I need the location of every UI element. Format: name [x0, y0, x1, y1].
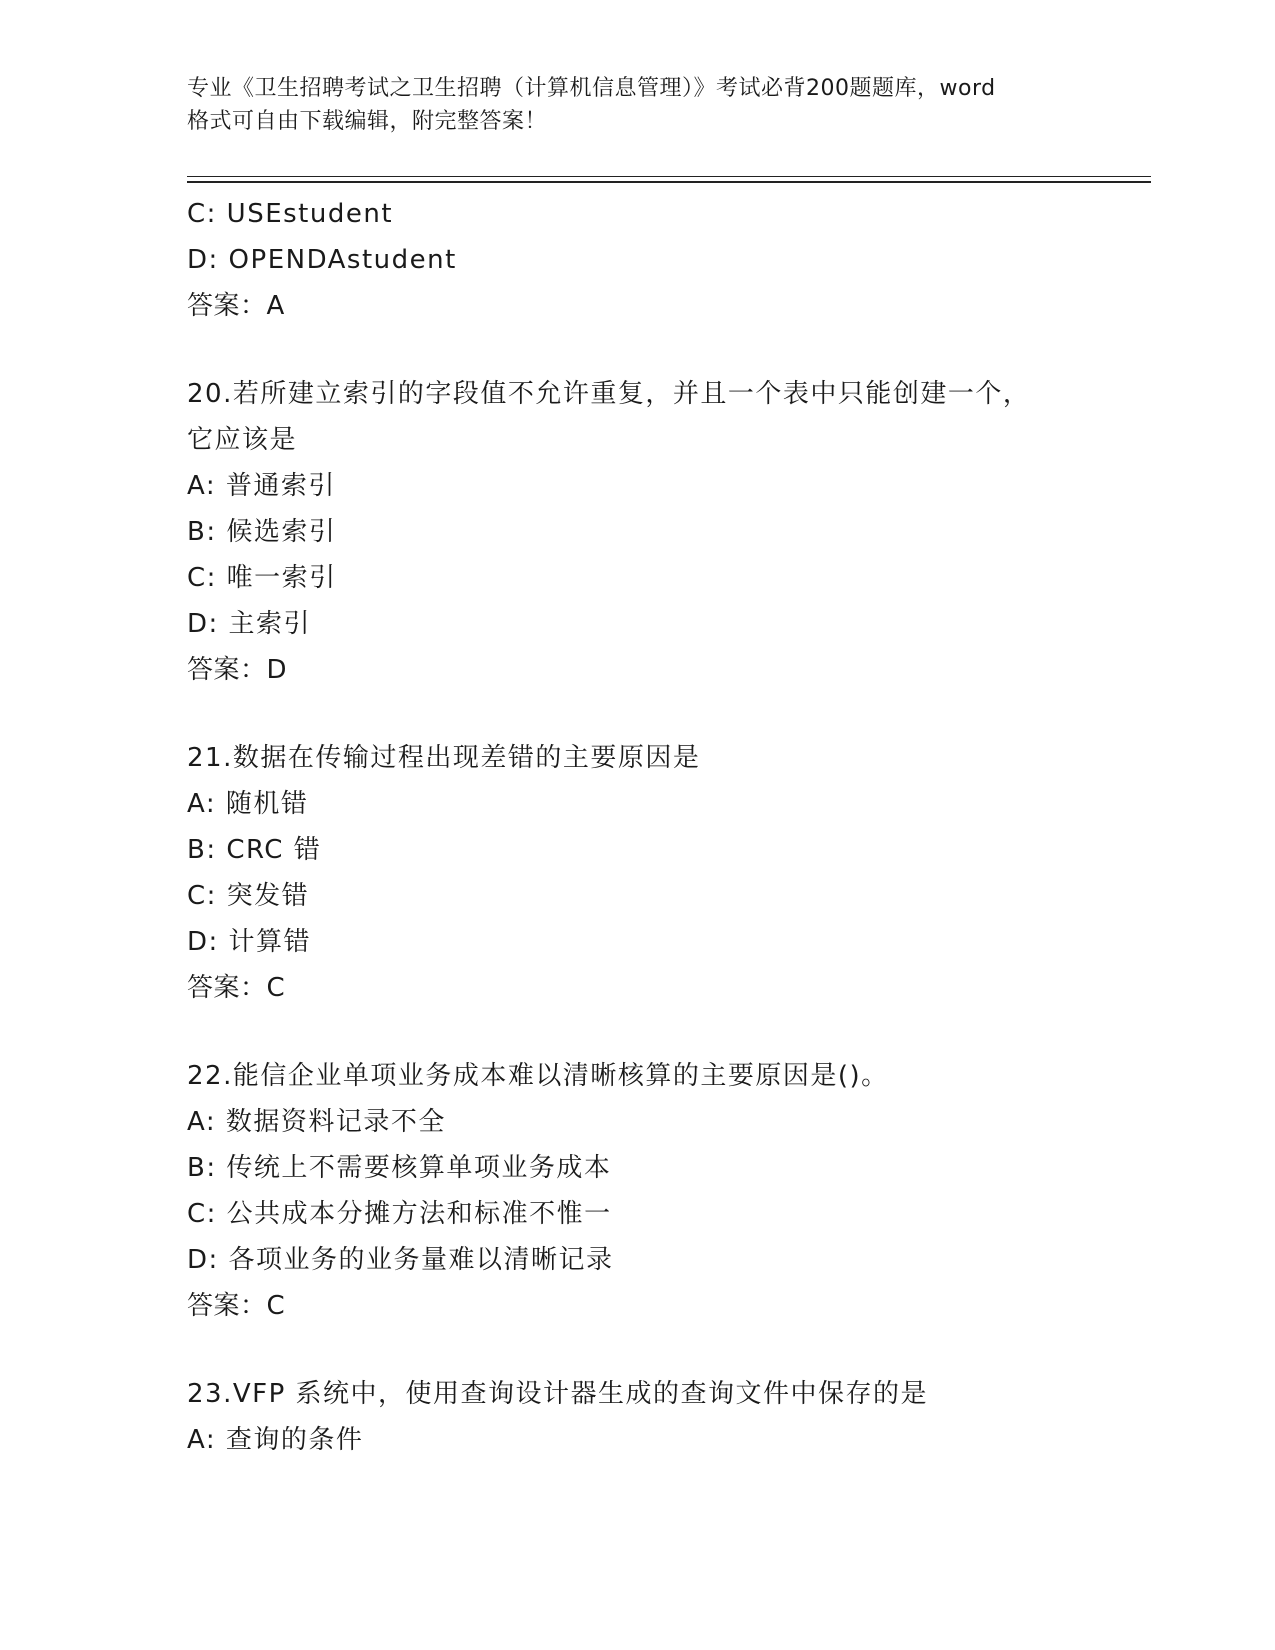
- option-b: B: 候选索引: [187, 517, 337, 547]
- option-a: A: 普通索引: [187, 471, 336, 501]
- question-22: [187, 1053, 1147, 1329]
- option-c: C: USEstudent: [187, 199, 394, 229]
- answer: 答案：A: [187, 291, 285, 321]
- question-20: [187, 371, 1147, 693]
- question-19-tail: [187, 191, 1147, 329]
- spacer: [187, 1011, 1147, 1053]
- question-text: 23.VFP 系统中，使用查询设计器生成的查询文件中保存的是: [187, 1379, 929, 1409]
- option-d: D: OPENDAstudent: [187, 245, 457, 275]
- question-23: [187, 1371, 1147, 1463]
- option-c: C: 突发错: [187, 881, 310, 911]
- option-a: A: 随机错: [187, 789, 309, 819]
- question-text-continued: 它应该是: [187, 425, 298, 455]
- option-a: A: 查询的条件: [187, 1425, 364, 1455]
- option-a: A: 数据资料记录不全: [187, 1107, 446, 1137]
- spacer: [187, 329, 1147, 371]
- option-b: B: 传统上不需要核算单项业务成本: [187, 1153, 612, 1183]
- question-text: 20.若所建立索引的字段值不允许重复，并且一个表中只能创建一个，: [187, 379, 1031, 409]
- spacer: [187, 693, 1147, 735]
- question-text: 21.数据在传输过程出现差错的主要原因是: [187, 743, 701, 773]
- option-c: C: 公共成本分摊方法和标准不惟一: [187, 1199, 612, 1229]
- header-line-1: 专业《卫生招聘考试之卫生招聘（计算机信息管理）》考试必背200题题库，word: [187, 76, 996, 101]
- option-d: D: 主索引: [187, 609, 312, 639]
- header-divider-bottom: [187, 181, 1151, 183]
- question-text: 22.能信企业单项业务成本难以清晰核算的主要原因是()。: [187, 1061, 889, 1091]
- answer: 答案：C: [187, 973, 286, 1003]
- answer: 答案：C: [187, 1291, 286, 1321]
- document-header: [187, 72, 1087, 138]
- question-21: [187, 735, 1147, 1011]
- spacer: [187, 1329, 1147, 1371]
- option-d: D: 计算错: [187, 927, 312, 957]
- option-d: D: 各项业务的业务量难以清晰记录: [187, 1245, 614, 1275]
- header-line-2: 格式可自由下载编辑，附完整答案！: [187, 109, 548, 134]
- header-divider-top: [187, 176, 1151, 177]
- option-c: C: 唯一索引: [187, 563, 337, 593]
- question-list: [187, 191, 1147, 1463]
- option-b: B: CRC 错: [187, 835, 322, 865]
- answer: 答案：D: [187, 655, 288, 685]
